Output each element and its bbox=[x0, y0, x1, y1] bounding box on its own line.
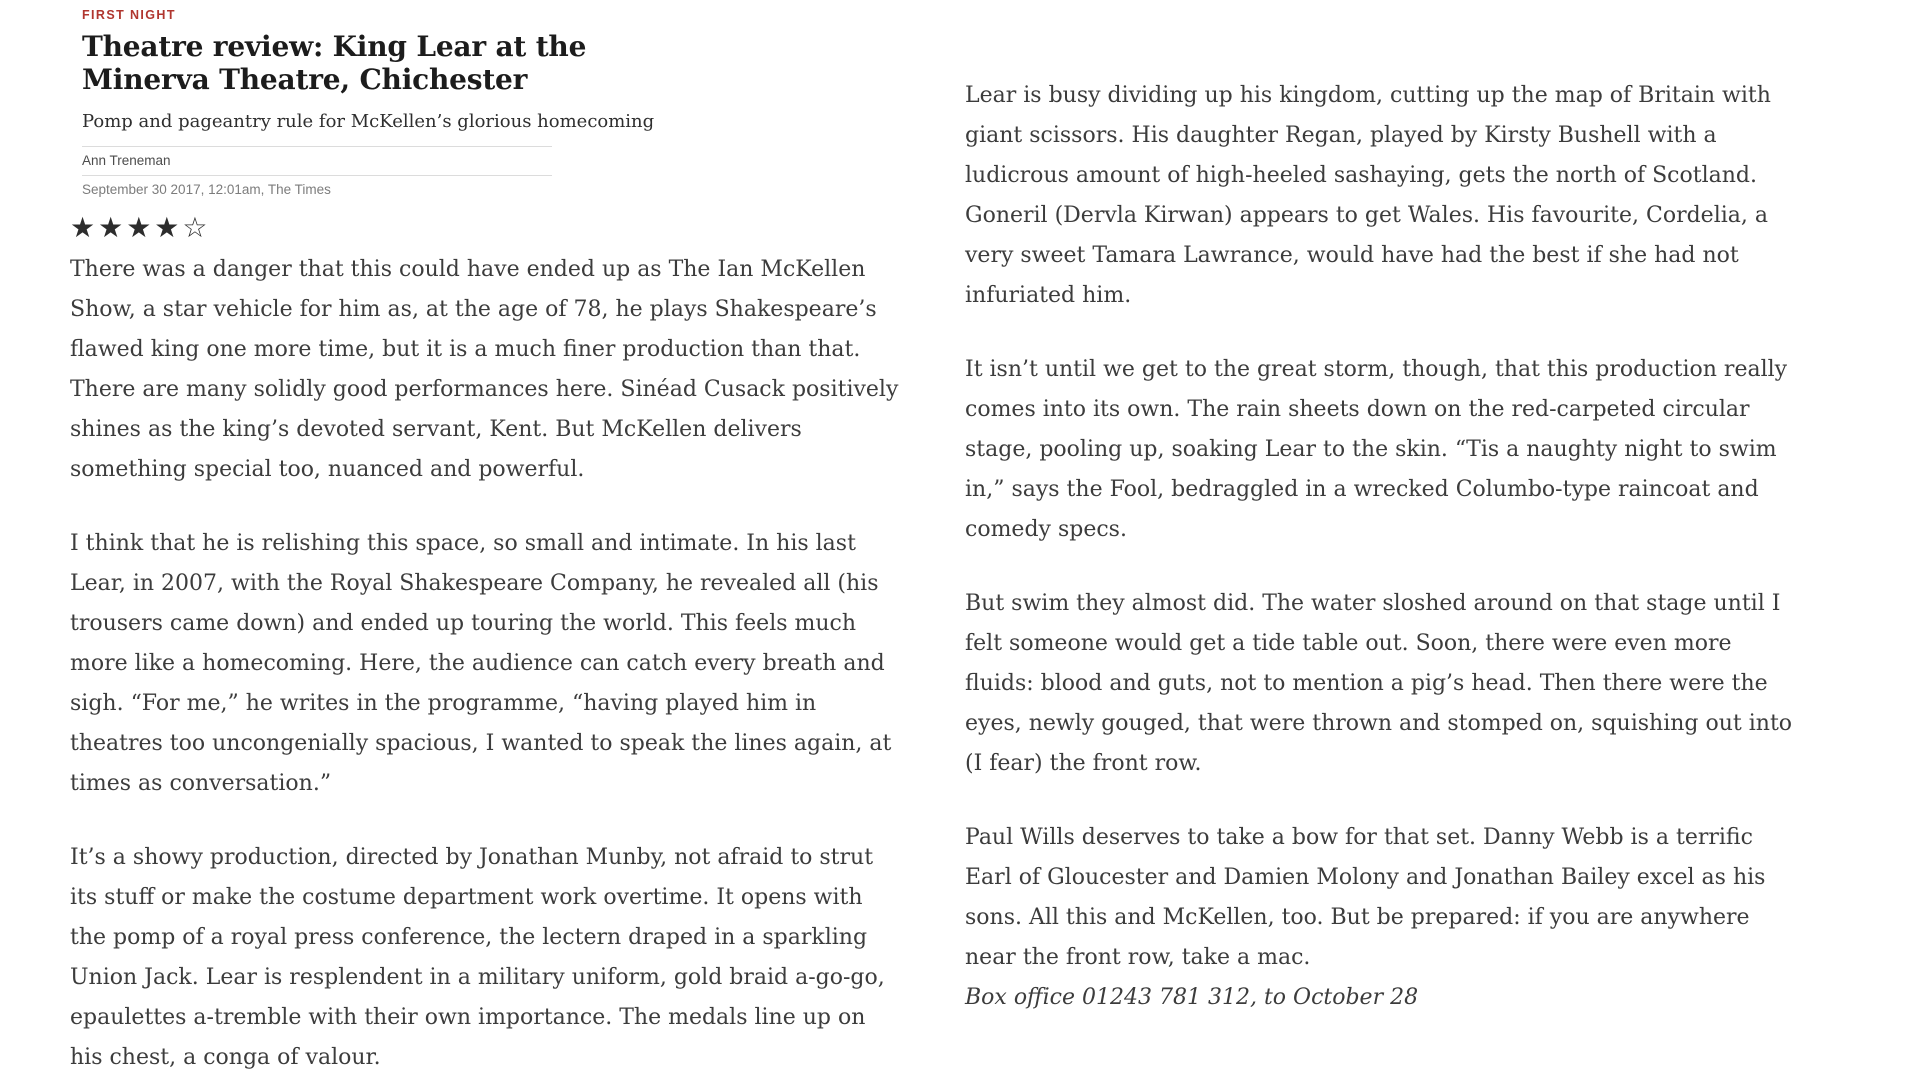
box-office-line: Box office 01243 781 312, to October 28 bbox=[965, 985, 1419, 1010]
article-header bbox=[70, 0, 900, 203]
body-paragraph: There was a danger that this could have ended up as The Ian McKellen Show, a star vehicle for him as, at the age of 78, he plays Shakespeare’s flawed king one more time, but it is a much finer production than that. There are many solidly good performances here. Sinéad Cusack positively shines as the king’s devoted servant, Kent. But McKellen delivers something special too, nuanced and powerful. bbox=[70, 257, 899, 482]
page-title: Theatre review: King Lear at the Minerva Theatre, Chichester bbox=[82, 30, 587, 96]
body-paragraph: Paul Wills deserves to take a bow for that set. Danny Webb is a terrific Earl of Gloucester and Damien Molony and Jonathan Bailey excel as his sons. All this and McKellen, too. But be prepared: if you are anywhere near the front row, take a mac. bbox=[965, 825, 1766, 970]
body-paragraph: I think that he is relishing this space, so small and intimate. In his last Lear, in 2007, with the Royal Shakespeare Company, he revealed all (his trousers came down) and ended up touring the world. This feels much more like a homecoming. Here, the audience can catch every breath and sigh. “For me,” he writes in the programme, “having played him in theatres too uncongenially spacious, I wanted to speak the lines again, at times as conversation.” bbox=[70, 531, 892, 796]
dateline: September 30 2017, 12:01am, The Times bbox=[82, 182, 331, 197]
star-rating bbox=[70, 211, 900, 244]
body-paragraph: It’s a showy production, directed by Jonathan Munby, not afraid to strut its stuff or make the costume department work overtime. It opens with the pomp of a royal press conference, the lectern draped in a sparkling Union Jack. Lear is resplendent in a military uniform, gold braid a-go-go, epaulettes a-tremble with their own importance. The medals line up on his chest, a conga of valour. bbox=[70, 845, 885, 1070]
left-column bbox=[70, 0, 900, 1080]
right-column bbox=[965, 0, 1797, 1018]
body-paragraph: Lear is busy dividing up his kingdom, cutting up the map of Britain with giant scissors. His daughter Regan, played by Kirsty Bushell with a ludicrous amount of high-heeled sashaying, gets the north of Scotland. Goneril (Dervla Kirwan) appears to get Wales. His favourite, Cordelia, a very sweet Tamara Lawrance, would have had the best if she had not infuriated him. bbox=[965, 83, 1771, 308]
byline-block bbox=[82, 146, 552, 203]
star-empty-icon: ☆ bbox=[182, 211, 211, 244]
kicker-label: FIRST NIGHT bbox=[82, 8, 176, 22]
standfirst: Pomp and pageantry rule for McKellen’s glorious homecoming bbox=[82, 111, 655, 132]
stars-filled-icon: ★★★★ bbox=[70, 211, 183, 244]
body-paragraph: It isn’t until we get to the great storm, though, that this production really comes into its own. The rain sheets down on the red-carpeted circular stage, pooling up, soaking Lear to the skin. “Tis a naughty night to swim in,” says the Fool, bedraggled in a wrecked Columbo-type raincoat and comedy specs. bbox=[965, 357, 1788, 542]
body-paragraph: But swim they almost did. The water sloshed around on that stage until I felt someone would get a tide table out. Soon, there were even more fluids: blood and guts, not to mention a pig’s head. Then there were the eyes, newly gouged, that were thrown and stomped on, squishing out into (I fear) the front row. bbox=[965, 591, 1793, 776]
byline[interactable]: Ann Treneman bbox=[82, 153, 171, 168]
